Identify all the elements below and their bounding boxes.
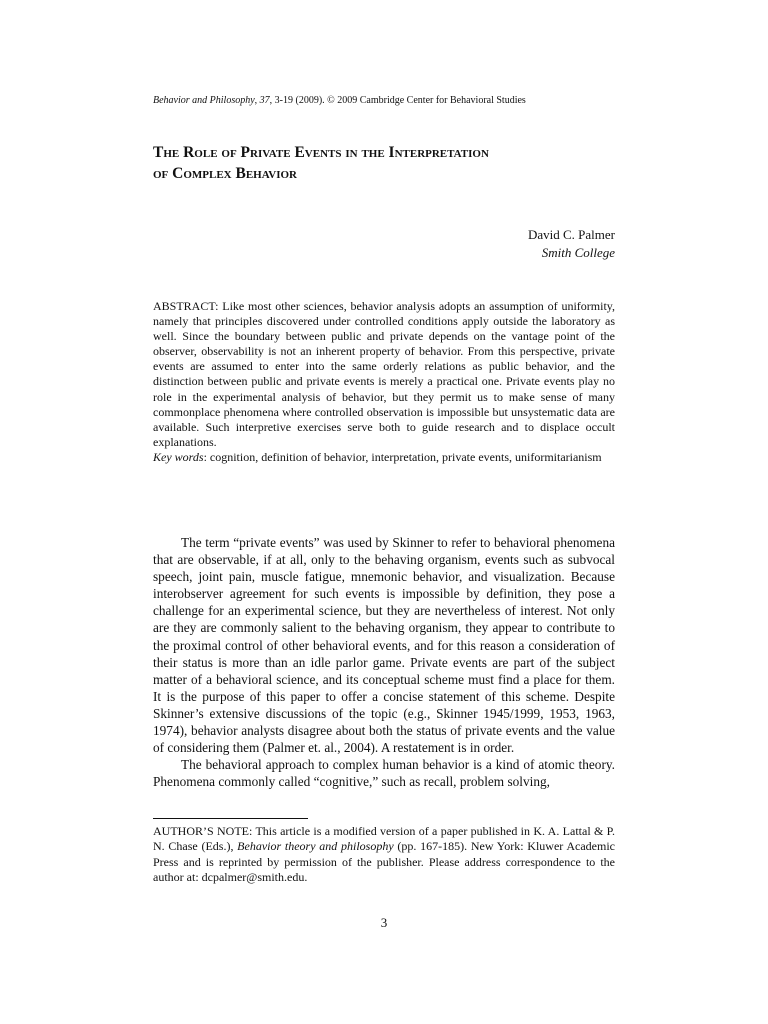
journal-citation bbox=[153, 95, 526, 106]
author-note-footnote bbox=[153, 824, 615, 885]
citation-details: , 3-19 (2009). © 2009 Cambridge Center for Behavioral Studies bbox=[269, 95, 526, 106]
abstract: ABSTRACT: Like most other sciences, behavior analysis adopts an assumption of uniformity, namely that principles discovered under controlled conditions apply outside the laboratory as well. Since the boundary between public and private depends on the vantage point of the observer, observability is not an inherent property of behavior. From this perspective, private events are assumed to enter into the same orderly relations as public behavior, and the distinction between public and private events is merely a practical one. Private events play no role in the experimental analysis of behavior, but they permit us to make sense of many commonplace phenomena where controlled observation is impossible but unsystematic data are available. Such interpretive exercises serve both to guide research and to displace occult explanations. bbox=[153, 299, 615, 449]
keywords-list: : cognition, definition of behavior, interpretation, private events, uniformitarianism bbox=[203, 450, 602, 464]
footnote-rule bbox=[153, 818, 308, 819]
body-paragraph-1: The term “private events” was used by Skinner to refer to behavioral phenomena that are observable, if at all, only to the behaving organism, events such as subvocal speech, joint pain, muscle fatigue, mnemonic behavior, and visualization. Because interobserver agreement for such events is impossible by definition, they pose a challenge for an experimental science, but they are nevertheless of interest. Not only are they are commonly salient to the behaving organism, they appear to contribute to the proximal control of other behavioral events, and for this reason a consideration of their status is more than an idle parlor game. Private events are part of the subject matter of a behavioral science, and its conceptual scheme must find a place for them. It is the purpose of this paper to offer a concise statement of this scheme. Despite Skinner’s extensive discussions of the topic (e.g., Skinner 1945/1999, 1953, 1963, 1974), behavior analysts disagree about both the status of private events and the value of considering them (Palmer et. al., 2004). A restatement is in order. bbox=[153, 535, 615, 756]
title-line-1: The Role of Private Events in the Interpretation bbox=[153, 144, 489, 161]
paper-title bbox=[153, 142, 623, 184]
author-name: David C. Palmer bbox=[527, 227, 615, 242]
author-block bbox=[528, 226, 615, 262]
page-number: 3 bbox=[380, 915, 388, 930]
footnote-text-end: (pp. 167-185). New York: Kluwer Academic Press and is reprinted by permission of the publisher. Please address correspondence to the author at: dcpalmer@smith.edu. bbox=[153, 839, 616, 884]
footnote-text-start: AUTHOR’S NOTE: This article is a modified version of a paper published in K. A. Lattal & P. N. Chase (Eds.), bbox=[153, 824, 615, 854]
author-affiliation: Smith College bbox=[541, 245, 615, 260]
keywords bbox=[153, 450, 615, 465]
keywords-label: Key words bbox=[153, 450, 204, 464]
footnote-book-title: Behavior theory and philosophy bbox=[237, 839, 394, 854]
body-text bbox=[153, 534, 615, 790]
title-line-2: of Complex Behavior bbox=[153, 165, 297, 182]
body-paragraph-2: The behavioral approach to complex human behavior is a kind of atomic theory. Phenomena commonly called “cognitive,” such as recall, problem solving, bbox=[153, 757, 615, 790]
journal-name: Behavior and Philosophy bbox=[153, 95, 255, 106]
journal-volume: 37 bbox=[259, 95, 270, 106]
volume-separator: , bbox=[254, 95, 260, 106]
